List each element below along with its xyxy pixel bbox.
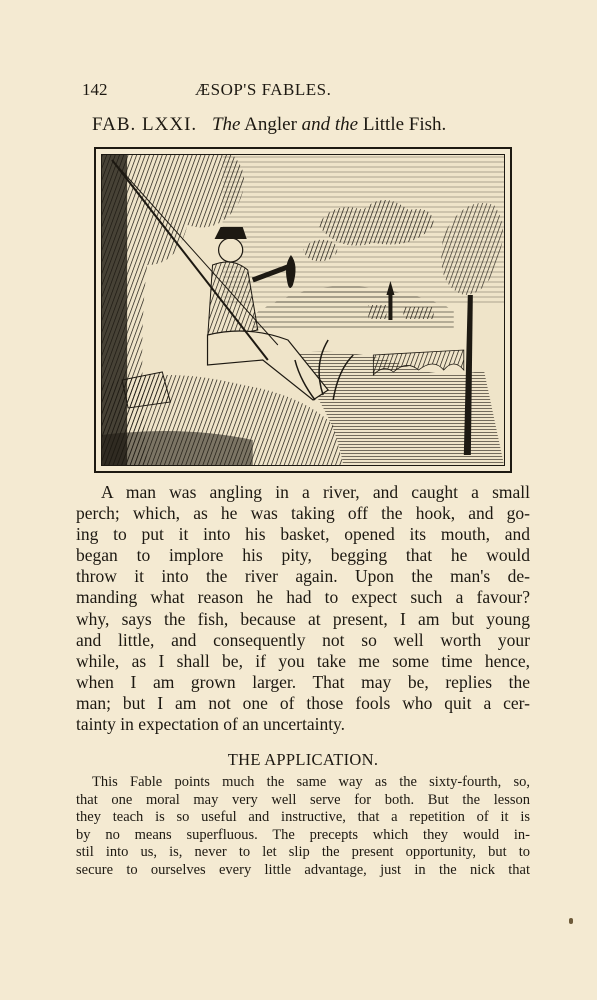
body-line: perch; which, as he was taking off the hook, and go- [76, 503, 530, 524]
fable-title [92, 114, 532, 136]
application-line: This Fable points much the same way as the sixty-fourth, so, [92, 774, 530, 790]
body-line: began to implore his pity, begging that he would [76, 545, 530, 566]
body-line: ing to put it into his basket, opened its mouth, and [76, 524, 530, 545]
application-line: they teach is so useful and instructive, that a repetition of it is [76, 809, 530, 825]
fable-number: FAB. LXXI. [92, 114, 198, 135]
body-line: throw it into the river again. Upon the man's de- [76, 566, 530, 587]
application-line: stil into us, is, never to let slip the present opportunity, but to [76, 844, 530, 860]
angler-engraving [101, 154, 505, 466]
application-body [76, 774, 530, 879]
application-heading: THE APPLICATION. [227, 750, 379, 769]
title-fish: Little Fish. [362, 114, 447, 135]
body-line: tainty in expectation of an uncertainty. [76, 714, 346, 735]
title-and-the: and the [301, 114, 359, 135]
application-line: by no means superfluous. The precepts which they would in- [76, 826, 530, 843]
application-line: secure to ourselves every little advantage, just in the nick that [76, 861, 530, 878]
fable-body [76, 482, 530, 735]
body-line: A man was angling in a river, and caught a small [101, 482, 530, 502]
running-title: ÆSOP'S FABLES. [195, 80, 332, 99]
title-angler: Angler [244, 114, 297, 135]
margin-spot [569, 918, 573, 924]
woodcut-illustration [94, 147, 512, 473]
body-line: while, as I shall be, if you take me some time hence, [76, 650, 530, 671]
body-line: and little, and consequently not so well worth your [76, 629, 530, 650]
application-line: that one moral may very well serve for both. But the lesson [76, 791, 530, 808]
body-line: manding what reason he had to expect such a favour? [76, 587, 530, 608]
page-number: 142 [82, 80, 108, 99]
body-line: why, says the fish, because at present, I am but young [76, 608, 530, 629]
body-line: when I am grown larger. That may be, replies the [76, 671, 530, 692]
page-header [82, 80, 382, 104]
title-the: The [211, 114, 241, 135]
body-line: man; but I am not one of those fools who quit a cer- [76, 692, 530, 713]
